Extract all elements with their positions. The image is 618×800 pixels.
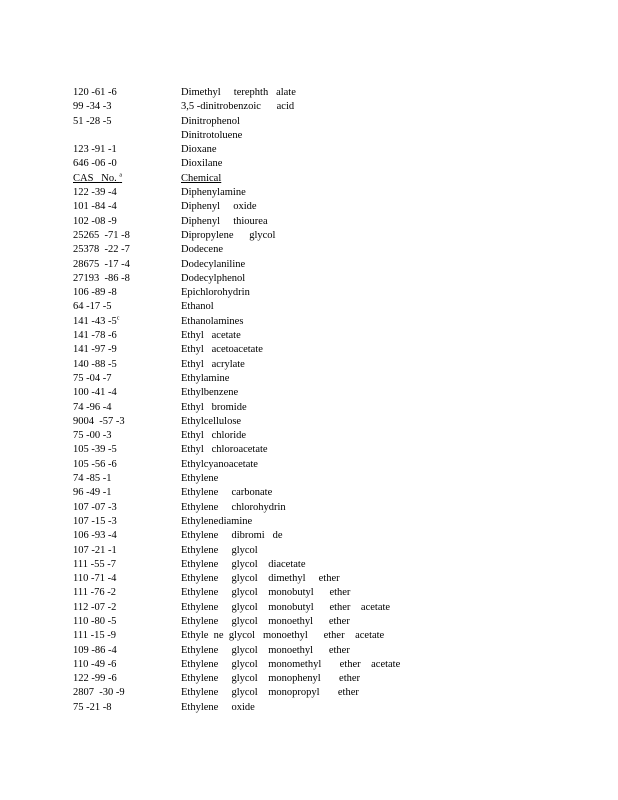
table-row xyxy=(73,486,473,500)
cas-number xyxy=(73,501,117,515)
table-header-row xyxy=(73,172,473,186)
cas-number xyxy=(73,157,117,171)
cas-number-text: 101 -84 -4 xyxy=(73,201,117,213)
cas-number xyxy=(73,286,117,300)
chemical-name: Ethylene xyxy=(181,473,219,485)
cas-number xyxy=(73,300,112,314)
cas-number xyxy=(73,86,117,100)
chemical-name: Ethylene glycol monoethyl ether xyxy=(181,644,350,656)
cas-number-text: 51 -28 -5 xyxy=(73,115,112,127)
cas-number xyxy=(73,443,117,457)
cas-number xyxy=(73,415,125,429)
cas-number xyxy=(73,143,117,157)
cas-number-text: 140 -88 -5 xyxy=(73,358,117,370)
table-row xyxy=(73,429,473,443)
cas-number-text: 141 -43 -5 xyxy=(73,315,117,327)
table-row xyxy=(73,515,473,529)
cas-number-text: 112 -07 -2 xyxy=(73,601,117,613)
chemical-name: Ethyl chloroacetate xyxy=(181,444,268,456)
table-row xyxy=(73,472,473,486)
table-row xyxy=(73,329,473,343)
cas-number-text: 105 -56 -6 xyxy=(73,458,117,470)
cas-number xyxy=(73,429,112,443)
table-row xyxy=(73,701,473,715)
cas-number xyxy=(73,644,117,658)
cas-number xyxy=(73,629,116,643)
table-row xyxy=(73,358,473,372)
cas-number xyxy=(73,386,117,400)
table-row xyxy=(73,272,473,286)
table-row xyxy=(73,572,473,586)
cas-number xyxy=(73,515,117,529)
chemical-name: Ethylene chlorohydrin xyxy=(181,501,286,513)
table-row xyxy=(73,215,473,229)
table-row xyxy=(73,258,473,272)
cas-number-text: 110 -71 -4 xyxy=(73,573,117,585)
chemical-header: Chemical xyxy=(181,172,222,184)
cas-number-text: 100 -41 -4 xyxy=(73,387,117,399)
cas-number-text: 122 -99 -6 xyxy=(73,673,117,685)
cas-number-text: 2807 -30 -9 xyxy=(73,687,125,699)
cas-number xyxy=(73,544,117,558)
cas-number-text: 105 -39 -5 xyxy=(73,444,117,456)
cas-number xyxy=(73,215,117,229)
table-row xyxy=(73,372,473,386)
chemical-name: Ethylene oxide xyxy=(181,701,255,713)
table-row xyxy=(73,672,473,686)
table-row xyxy=(73,186,473,200)
cas-number-text: 109 -86 -4 xyxy=(73,644,117,656)
cas-number-text: 141 -78 -6 xyxy=(73,330,117,342)
chemical-name: Ethyl acetoacetate xyxy=(181,344,263,356)
cas-number xyxy=(73,115,112,129)
cas-number xyxy=(73,401,112,415)
table-row xyxy=(73,544,473,558)
cas-number-text: 107 -15 -3 xyxy=(73,515,117,527)
table-row xyxy=(73,243,473,257)
cas-number xyxy=(73,472,112,486)
table-row xyxy=(73,401,473,415)
cas-number-text: 106 -89 -8 xyxy=(73,287,117,299)
table-row xyxy=(73,658,473,672)
table-row xyxy=(73,300,473,314)
chemical-name: Ethyl chloride xyxy=(181,430,247,442)
chemical-name: Ethylene glycol xyxy=(181,544,258,556)
chemical-name: Dinitrotoluene xyxy=(181,129,243,141)
cas-number xyxy=(73,701,112,715)
cas-number xyxy=(73,100,112,114)
chemical-name: Ethylbenzene xyxy=(181,387,239,399)
chemical-name: Diphenylamine xyxy=(181,187,246,199)
cas-number xyxy=(73,572,116,586)
chemical-name: Ethylene carbonate xyxy=(181,487,273,499)
cas-number xyxy=(73,200,117,214)
cas-number xyxy=(73,372,112,386)
cas-number-text: 74 -96 -4 xyxy=(73,401,112,413)
table-row xyxy=(73,157,473,171)
table-row xyxy=(73,143,473,157)
chemical-name: Dimethyl terephth alate xyxy=(181,87,296,98)
cas-number-text: 74 -85 -1 xyxy=(73,473,112,485)
cas-number xyxy=(73,343,117,357)
cas-number-text: 107 -21 -1 xyxy=(73,544,117,556)
cas-number-text: 111 -55 -7 xyxy=(73,558,116,570)
chemical-name: Ethylene glycol monobutyl ether xyxy=(181,587,351,599)
chemical-name: Dodecylaniline xyxy=(181,258,246,270)
table-row xyxy=(73,615,473,629)
table-row xyxy=(73,286,473,300)
chemical-name: Dodecylphenol xyxy=(181,272,246,284)
cas-number xyxy=(73,229,130,243)
cas-number-text: 25378 -22 -7 xyxy=(73,244,130,256)
chemical-name: Ethyl acrylate xyxy=(181,358,245,370)
table-row xyxy=(73,629,473,643)
footnote-marker: c xyxy=(116,315,120,322)
cas-number-text: CAS No. xyxy=(73,172,120,184)
table-row xyxy=(73,601,473,615)
chemical-name: Ethylene glycol diacetate xyxy=(181,558,306,570)
cas-chemical-list xyxy=(73,86,473,715)
cas-number-text: 111 -76 -2 xyxy=(73,587,116,599)
chemical-name: Dinitrophenol xyxy=(181,115,240,127)
cas-number xyxy=(73,243,130,257)
table-row xyxy=(73,458,473,472)
table-row xyxy=(73,501,473,515)
chemical-name: Ethylamine xyxy=(181,372,230,384)
cas-number xyxy=(73,315,119,329)
cas-number-text: 75 -21 -8 xyxy=(73,701,112,713)
cas-number-text: 75 -00 -3 xyxy=(73,430,112,442)
chemical-name: Diphenyl thiourea xyxy=(181,215,268,227)
cas-number-text: 27193 -86 -8 xyxy=(73,272,130,284)
cas-number xyxy=(73,686,125,700)
cas-number-text: 141 -97 -9 xyxy=(73,344,117,356)
table-row xyxy=(73,86,473,100)
chemical-name: Diphenyl oxide xyxy=(181,201,257,213)
cas-number xyxy=(73,458,117,472)
table-row xyxy=(73,315,473,329)
cas-number xyxy=(73,601,116,615)
cas-number-text: 111 -15 -9 xyxy=(73,630,116,642)
table-row xyxy=(73,200,473,214)
cas-number xyxy=(73,529,117,543)
chemical-name: Ethyl acetate xyxy=(181,330,241,342)
cas-number-text: 75 -04 -7 xyxy=(73,372,112,384)
cas-number xyxy=(73,586,116,600)
chemical-name: Ethyl bromide xyxy=(181,401,247,413)
chemical-name: Ethylene glycol monobutyl ether acetate xyxy=(181,601,391,613)
chemical-name: Ethylene glycol monoethyl ether xyxy=(181,615,350,627)
cas-number xyxy=(73,258,130,272)
table-row xyxy=(73,129,473,143)
table-row xyxy=(73,686,473,700)
table-row xyxy=(73,558,473,572)
cas-number-text: 28675 -17 -4 xyxy=(73,258,130,270)
cas-number-text: 64 -17 -5 xyxy=(73,301,112,313)
cas-number-text: 123 -91 -1 xyxy=(73,144,117,156)
cas-number xyxy=(73,358,117,372)
cas-number xyxy=(73,672,117,686)
table-row xyxy=(73,443,473,457)
cas-number xyxy=(73,615,116,629)
chemical-name: Dodecene xyxy=(181,244,223,256)
cas-number-text: 107 -07 -3 xyxy=(73,501,117,513)
chemical-name: Ethylcellulose xyxy=(181,415,242,427)
cas-number-text: 99 -34 -3 xyxy=(73,101,112,113)
chemical-name: Ethylene glycol monophenyl ether xyxy=(181,673,361,685)
table-row xyxy=(73,386,473,400)
table-row xyxy=(73,586,473,600)
table-row xyxy=(73,343,473,357)
chemical-name: Ethylene dibromi de xyxy=(181,530,283,542)
chemical-name: Ethylene glycol monopropyl ether xyxy=(181,687,359,699)
cas-number-text: 96 -49 -1 xyxy=(73,487,112,499)
table-row xyxy=(73,115,473,129)
cas-number-text: 102 -08 -9 xyxy=(73,215,117,227)
chemical-name: Dioxilane xyxy=(181,158,223,170)
cas-number-text: 122 -39 -4 xyxy=(73,187,117,199)
cas-number xyxy=(73,272,130,286)
cas-number-text: 646 -06 -0 xyxy=(73,158,117,170)
cas-number xyxy=(73,558,116,572)
chemical-name: Ethanolamines xyxy=(181,315,244,327)
chemical-name: Ethylenediamine xyxy=(181,515,253,527)
table-row xyxy=(73,529,473,543)
table-row xyxy=(73,100,473,114)
cas-number xyxy=(73,329,117,343)
cas-number-text: 110 -80 -5 xyxy=(73,615,117,627)
cas-number-text: 9004 -57 -3 xyxy=(73,415,125,427)
footnote-marker: a xyxy=(119,172,123,179)
table-row xyxy=(73,415,473,429)
cas-number-header xyxy=(73,172,122,186)
cas-number-text: 106 -93 -4 xyxy=(73,530,117,542)
chemical-name: Ethylene glycol dimethyl ether xyxy=(181,573,340,585)
chemical-name: Dipropylene glycol xyxy=(181,229,276,241)
chemical-name: Ethyle ne glycol monoethyl ether acetate xyxy=(181,630,385,642)
table-row xyxy=(73,229,473,243)
cas-number xyxy=(73,186,117,200)
cas-number-text: 120 -61 -6 xyxy=(73,87,117,98)
cas-number xyxy=(73,658,116,672)
chemical-name: Ethanol xyxy=(181,301,214,313)
cas-number-text: 25265 -71 -8 xyxy=(73,229,130,241)
chemical-name: Epichlorohydrin xyxy=(181,287,250,299)
chemical-name: Dioxane xyxy=(181,144,217,156)
chemical-name: Ethylene glycol monomethyl ether acetate xyxy=(181,658,401,670)
chemical-name: Ethylcyanoacetate xyxy=(181,458,258,470)
cas-number-text: 110 -49 -6 xyxy=(73,658,117,670)
chemical-name: 3,5 -dinitrobenzoic acid xyxy=(181,101,295,113)
table-row xyxy=(73,644,473,658)
cas-number xyxy=(73,486,112,500)
